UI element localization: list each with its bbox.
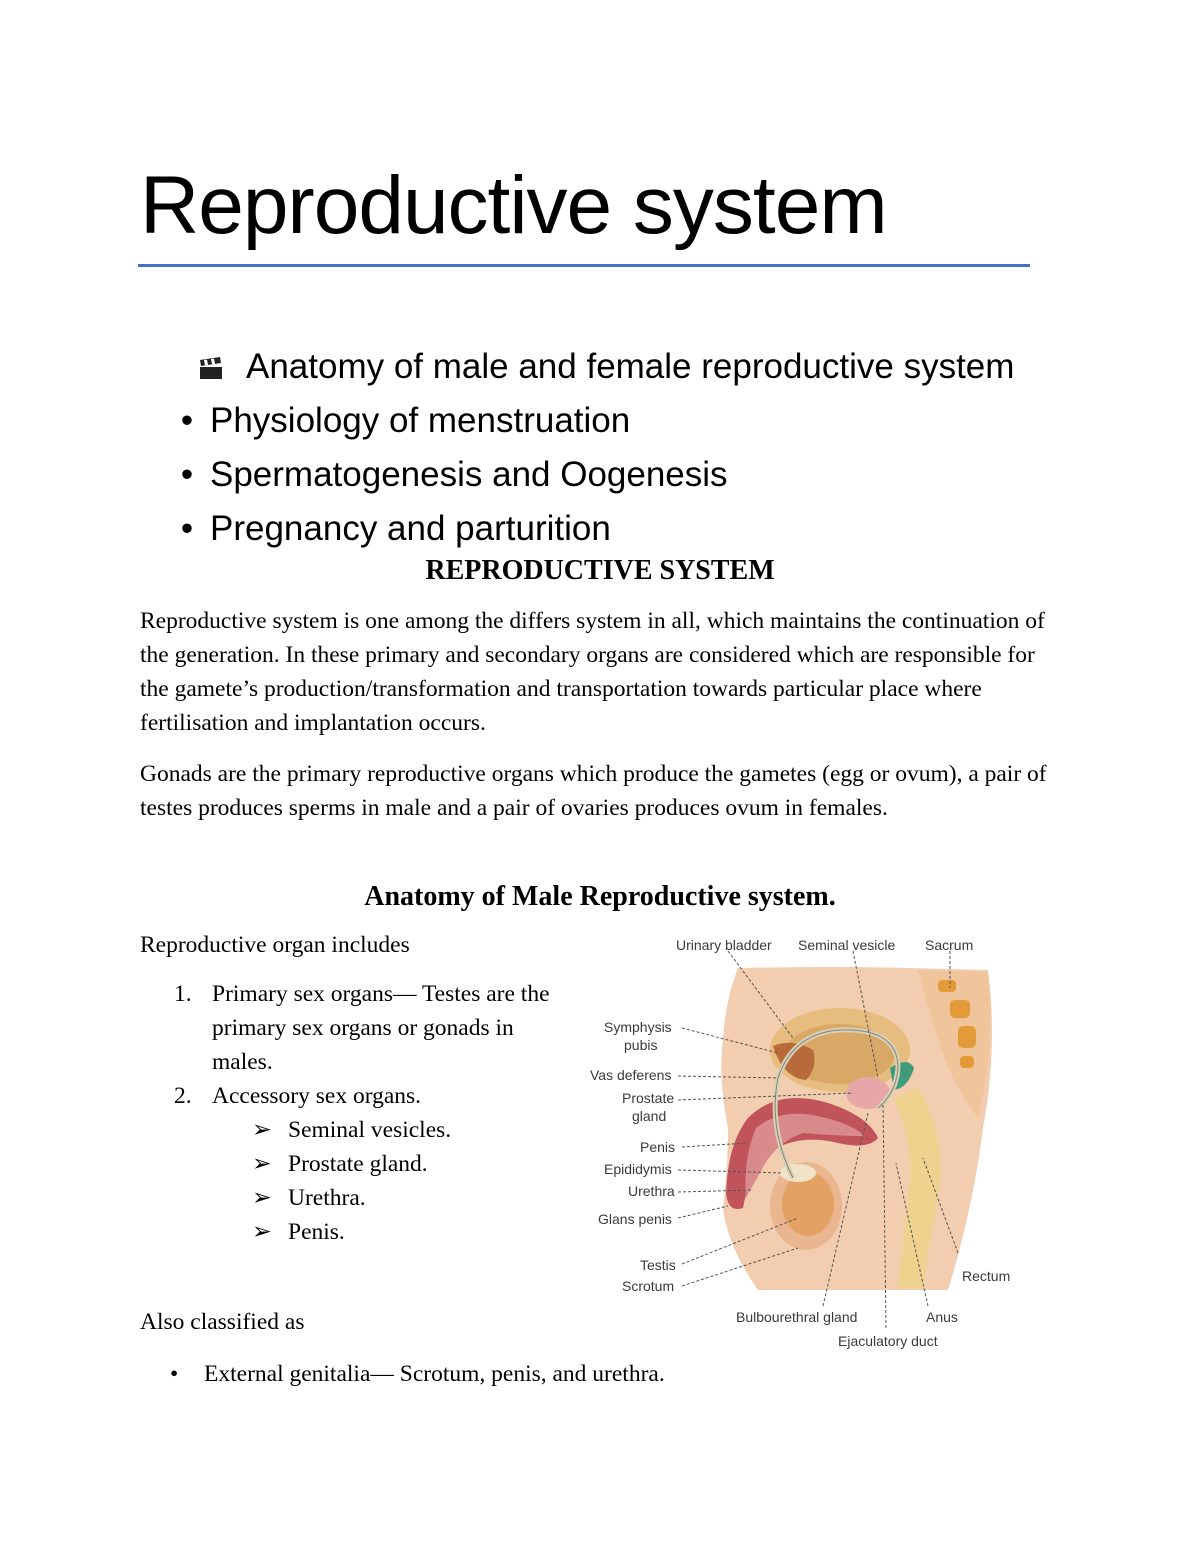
bullet-dot: • <box>170 1361 179 1387</box>
accessory-item <box>140 1147 560 1181</box>
label-urethra: Urethra <box>628 1183 675 1199</box>
sacrum-bone <box>960 1056 974 1068</box>
label-penis: Penis <box>640 1139 676 1155</box>
accessory-text: Prostate gland. <box>288 1151 428 1177</box>
leader-line <box>678 1206 728 1218</box>
male-anatomy-figure <box>578 928 1022 1352</box>
accessory-text: Urethra. <box>288 1185 366 1211</box>
testis-shape <box>782 1172 834 1236</box>
topic-list <box>170 340 1014 556</box>
gonads-paragraph: Gonads are the primary reproductive organs which produce the gametes (egg or ovum), a pair of testes produces sperms in male and a pair of ovaries produces ovum in females. <box>140 761 1047 821</box>
bullet-dot: • <box>180 509 194 548</box>
label-urinary-bladder: Urinary bladder <box>676 937 772 953</box>
arrow-bullet-icon: ➢ <box>252 1219 272 1245</box>
topic-item <box>170 340 1014 394</box>
bullet-dot: • <box>180 455 194 494</box>
page-title: Reproductive system <box>140 160 887 251</box>
list-number: 2. <box>174 1083 192 1109</box>
clapperboard-icon <box>198 340 224 394</box>
topic-item <box>170 448 1014 502</box>
topic-text: Physiology of menstruation <box>210 401 631 440</box>
bullet-dot: • <box>180 401 194 440</box>
topic-text: Spermatogenesis and Oogenesis <box>210 455 728 494</box>
label-glans-penis: Glans penis <box>598 1211 672 1227</box>
label-sacrum: Sacrum <box>925 937 974 953</box>
topic-item <box>170 394 1014 448</box>
label-symphysis: Symphysis <box>604 1019 672 1035</box>
list-number: 1. <box>174 981 192 1007</box>
male-anatomy-heading: Anatomy of Male Reproductive system. <box>364 881 836 912</box>
external-list <box>170 1357 665 1391</box>
sacrum-bone <box>950 1000 970 1018</box>
topic-text: Anatomy of male and female reproductive system <box>246 347 1015 386</box>
list-item <box>140 977 560 1079</box>
accessory-item <box>140 1113 560 1147</box>
title-underline <box>138 264 1030 267</box>
label-bulbourethral-gland: Bulbourethral gland <box>736 1309 858 1325</box>
label-gland: gland <box>632 1108 667 1124</box>
label-scrotum: Scrotum <box>622 1278 675 1294</box>
label-ejaculatory-duct: Ejaculatory duct <box>838 1333 938 1349</box>
label-seminal-vesicle: Seminal vesicle <box>798 937 896 953</box>
also-classified-text: Also classified as <box>140 1309 305 1335</box>
accessory-item <box>140 1181 560 1215</box>
accessory-text: Penis. <box>288 1219 345 1245</box>
label-epididymis: Epididymis <box>604 1161 672 1177</box>
list-text: Primary sex organs— Testes are the primary sex organs or gonads in males. <box>212 981 550 1075</box>
accessory-text: Seminal vesicles. <box>288 1117 452 1143</box>
arrow-bullet-icon: ➢ <box>252 1117 272 1143</box>
list-text: Accessory sex organs. <box>212 1083 422 1109</box>
section-heading: REPRODUCTIVE SYSTEM <box>425 555 775 586</box>
organ-list <box>140 977 560 1249</box>
anatomy-diagram <box>578 928 1022 1352</box>
arrow-bullet-icon: ➢ <box>252 1185 272 1211</box>
intro-paragraph: Reproductive system is one among the differs system in all, which maintains the continuation of the generation. In these primary and secondary organs are considered which are responsible for the gamete’s production/transformation and transportation towards particular place where fertilisation and implantation occurs. <box>140 608 1045 736</box>
list-item <box>170 1357 665 1391</box>
label-anus: Anus <box>926 1309 958 1325</box>
accessory-item <box>140 1215 560 1249</box>
label-prostate: Prostate <box>622 1090 675 1106</box>
label-pubis: pubis <box>624 1037 658 1053</box>
sacrum-bone <box>958 1026 976 1048</box>
arrow-bullet-icon: ➢ <box>252 1151 272 1177</box>
label-rectum: Rectum <box>962 1268 1011 1284</box>
external-text: External genitalia— Scrotum, penis, and urethra. <box>204 1361 665 1387</box>
label-vas-deferens: Vas deferens <box>590 1067 672 1083</box>
sacrum-bone <box>938 980 956 992</box>
organ-intro: Reproductive organ includes <box>140 932 410 958</box>
topic-item <box>170 502 1014 556</box>
label-testis: Testis <box>640 1257 676 1273</box>
topic-text: Pregnancy and parturition <box>210 509 611 548</box>
list-item <box>140 1079 560 1113</box>
